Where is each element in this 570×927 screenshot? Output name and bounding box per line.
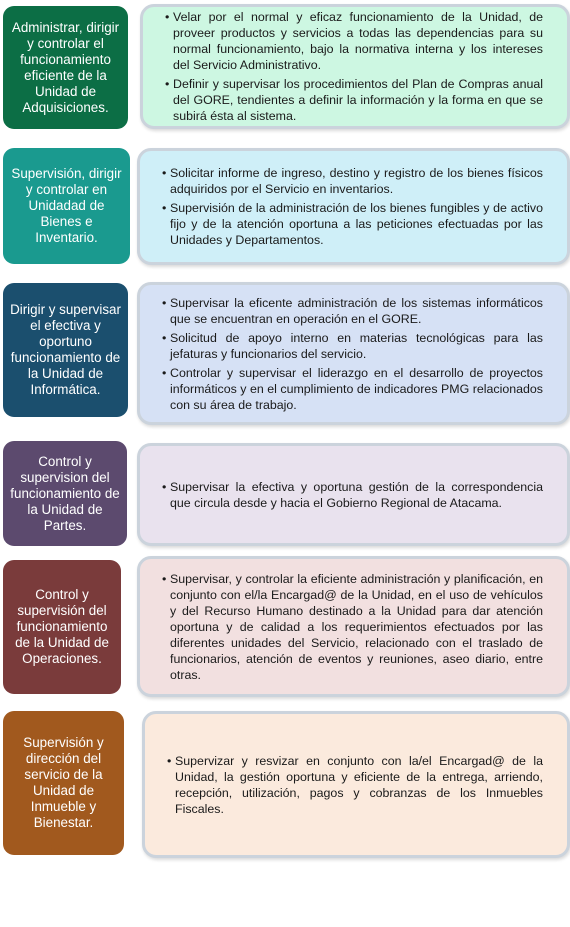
section-panel xyxy=(137,556,570,697)
section-adquisiciones xyxy=(0,4,570,130)
section-panel xyxy=(137,282,570,425)
section-title: Control y supervisión del funcionamiento de la Unidad de Operaciones. xyxy=(15,587,109,666)
section-panel xyxy=(137,148,570,265)
section-informatica xyxy=(0,282,570,426)
list-item: • Controlar y supervisar el liderazgo en el desarrollo de proyectos informáticos y en el cumplimiento de indicadores PMG relacionados con su área de trabajo. xyxy=(162,365,543,413)
section-title-tile xyxy=(3,560,121,694)
section-title: Dirigir y supervisar el efectiva y oportuno funcionamiento de la Unidad de Informática. xyxy=(10,302,121,397)
list-item: • Solicitud de apoyo interno en materias tecnológicas para las jefaturas y funcionarios del servicio. xyxy=(162,330,543,362)
section-inmueble xyxy=(0,708,570,858)
section-title-tile xyxy=(3,711,124,855)
section-bienes xyxy=(0,148,570,266)
section-panel xyxy=(140,4,570,129)
section-title-tile xyxy=(3,148,130,264)
section-panel xyxy=(137,443,570,546)
list-item: • Supervisar, y controlar la eficiente administración y planificación, en conjunto con el/la Encargad@ de la Unidad, en el uso de vehículos y del Recurso Humano destinado a la Unidad para dar atención oportuna y de calidad a los requerimientos efectuados por las diferentes unidades del Servicio, relacionado con el traslado de funcionarios, atención de eventos y reuniones, aseo diario, entre otras. xyxy=(162,571,543,683)
section-title-tile xyxy=(3,283,128,417)
section-title: Control y supervision del funcionamiento de la Unidad de Partes. xyxy=(10,453,120,533)
list-item: • Definir y supervisar los procedimientos del Plan de Compras anual del GORE, tendientes a definir la información y la forma en que se subirá ésta al sistema. xyxy=(165,76,543,124)
list-item: • Supervisión de la administración de los bienes fungibles y de activo fijo y de la atención oportuna a las peticiones efectuadas por las Unidades y Departamentos. xyxy=(162,200,543,248)
section-title-tile xyxy=(3,441,127,546)
list-item: • Supervisar la eficente administración de los sistemas informáticos que se encuentran en operación en el GORE. xyxy=(162,295,543,327)
list-item: • Supervizar y resvizar en conjunto con la/el Encargad@ de la Unidad, la gestión oportuna y eficiente de la entrega, arriendo, recepción, utilización, pagos y cobranzas de los Inmuebles Fiscales. xyxy=(167,753,543,817)
section-operaciones xyxy=(0,556,570,698)
section-title: Administrar, dirigir y controlar el funcionamiento eficiente de la Unidad de Adquisiciones. xyxy=(11,19,120,115)
section-partes xyxy=(0,441,570,547)
section-title: Supervisión, dirigir y controlar en Unidadad de Bienes e Inventario. xyxy=(11,166,122,245)
list-item: • Velar por el normal y eficaz funcionamiento de la Unidad, de proveer productos y servicios a todas las dependencias para su normal funcionamiento, bajo la normativa interna y los intereses del Servicio Administrativo. xyxy=(165,9,543,73)
section-title: Supervisión y dirección del servicio de la Unidad de Inmueble y Bienestar. xyxy=(23,735,104,830)
section-panel xyxy=(142,711,570,858)
section-title-tile xyxy=(3,6,128,129)
list-item: • Supervisar la efectiva y oportuna gestión de la correspondencia que circula desde y hacia el Gobierno Regional de Atacama. xyxy=(162,479,543,511)
list-item: • Solicitar informe de ingreso, destino y registro de los bienes físicos adquiridos por el Servicio en inventarios. xyxy=(162,165,543,197)
